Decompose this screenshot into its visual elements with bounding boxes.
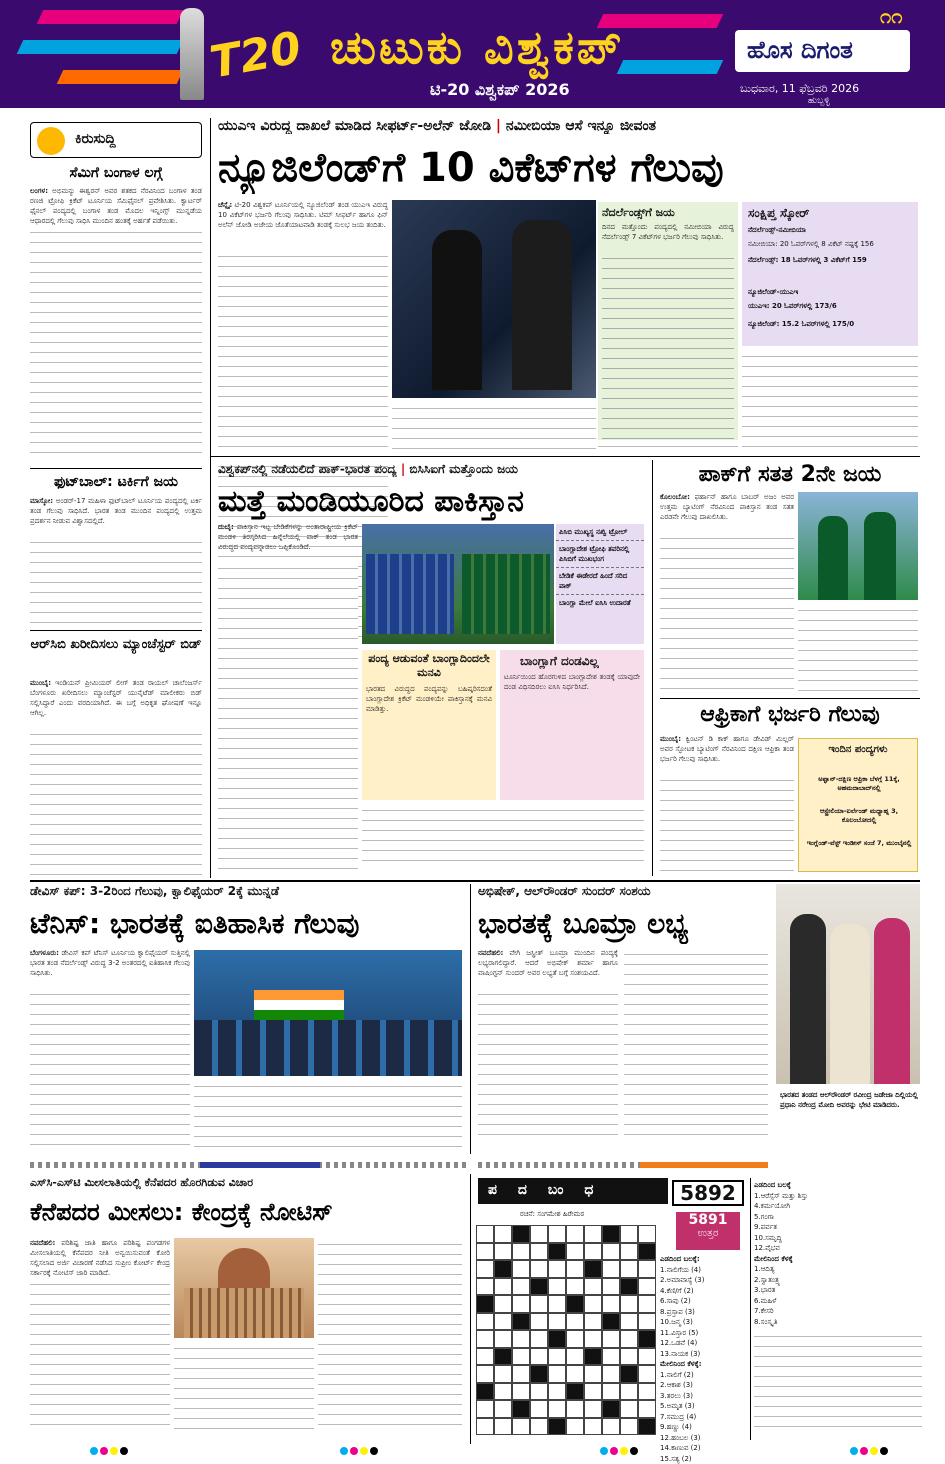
box-headline: ನೆದರ್ಲೆಂಡ್ಸ್‌ಗೆ ಜಯ xyxy=(602,206,675,220)
clue: 12.ಒಡವೆ (4) xyxy=(660,1338,748,1349)
crossword-cell[interactable] xyxy=(602,1365,620,1383)
edition-city: ಹುಬ್ಬಳ್ಳಿ xyxy=(808,96,830,106)
supreme-court-photo xyxy=(174,1238,314,1338)
crossword-cell[interactable] xyxy=(548,1400,566,1418)
clue: 7.ಸಮುದ್ರ (4) xyxy=(660,1412,748,1423)
story-headline: ಪಾಕ್‌ಗೆ ಸತತ 2ನೇ ಜಯ xyxy=(660,460,920,490)
crossword-cell xyxy=(620,1278,638,1296)
crossword-cell xyxy=(512,1313,530,1331)
decor-bar xyxy=(640,1162,768,1168)
bullet-box xyxy=(556,524,644,644)
sidebar-box xyxy=(598,202,738,446)
scorecard-line: ನೆದರ್ಲೆಂಡ್ಸ್-ನಮೀಬಿಯಾ xyxy=(748,226,806,235)
answer: 6.ಮಹಿಳೆ xyxy=(754,1296,922,1307)
decor-stripe xyxy=(17,40,184,54)
crossword-cell[interactable] xyxy=(494,1418,512,1436)
story-body: ಕೊಲಂಬೋ: ಫರ್ಹಾನ್ ಹಾಗೂ ಬಾಬರ್ ಅಜಂ ಅವರ ಉತ್ತಮ ಬ್ಯಾಟಿಂಗ್ ನೆರವಿನಿಂದ ಪಾಕಿಸ್ತಾನ ತಂಡ ಸತತ ಎರಡನೇ ಗೆಲುವು ದಾಖಲಿಸಿತು. xyxy=(660,492,794,532)
story-text-lines xyxy=(30,1278,170,1434)
person-silhouette xyxy=(874,918,910,1084)
photo-caption: ಭಾರತದ ತಂಡದ ಆಲ್‌ರೌಂಡರ್ ರವೀಂದ್ರ ಜಡೇಜಾ ದಿಲ್ಲಿಯಲ್ಲಿ ಪ್ರಧಾನಿ ನರೇಂದ್ರ ಮೋದಿ ಅವರನ್ನು ಭೇಟಿ ಮಾಡಿದರು. xyxy=(780,1090,920,1110)
box-headline: ಪಂದ್ಯ ಆಡುವಂತೆ ಬಾಂಗ್ಲಾದಿಂದಲೇ ಮನವಿ xyxy=(366,652,492,680)
crossword-cell xyxy=(566,1295,584,1313)
crossword-cell[interactable] xyxy=(584,1243,602,1261)
answer-badge xyxy=(676,1212,740,1250)
story-headline: ಟೆನಿಸ್: ಭಾರತಕ್ಕೆ ಐತಿಹಾಸಿಕ ಗೆಲುವು xyxy=(30,904,460,944)
crossword-cell[interactable] xyxy=(566,1225,584,1243)
crossword-cell[interactable] xyxy=(530,1225,548,1243)
answer: 1.ಆರೆಸ್ಸೆಸ್ ಮತ್ತು ಶಿಸ್ತು xyxy=(754,1191,922,1202)
story-body: ನವದೆಹಲಿ: ವೇಗಿ ಜಸ್ಪ್ರೀತ್ ಬೂಮ್ರಾ ಮುಂದಿನ ಪಂದ್ಯಕ್ಕೆ ಲಭ್ಯರಾಗಲಿದ್ದಾರೆ. ಆದರೆ ಅಭಿಷೇಕ್ ಶರ್ಮಾ ಹಾಗೂ ವಾಷಿಂಗ್ಟನ್ ಸುಂದರ್ ಅವರ ಲಭ್ಯತೆ ಬಗ್ಗೆ ಸಂಶಯವಿದೆ. xyxy=(478,948,618,988)
decor-stripe xyxy=(57,70,184,84)
story-text-lines xyxy=(478,988,618,1138)
crossword-cell xyxy=(584,1348,602,1366)
bullet-item: ಬೇಡಿಕೆ ಈಡೇರದೆ ಹಿಂದೆ ಸರಿದ ಪಾಕ್ xyxy=(556,568,644,595)
crossword-cell[interactable] xyxy=(476,1260,494,1278)
bullet-item: ಬಾಂಗ್ಲಾ ಮೇಲೆ ಐಸಿಸಿ ಉದಾರತೆ xyxy=(556,595,644,611)
dome-shape xyxy=(218,1248,270,1288)
team-silhouette xyxy=(366,554,454,634)
player-silhouette xyxy=(512,220,572,390)
crossword-cell[interactable] xyxy=(584,1295,602,1313)
info-box xyxy=(500,650,644,800)
story-text-lines xyxy=(392,402,596,450)
answer: 3.ಭಾರತ xyxy=(754,1285,922,1296)
crossword-cell[interactable] xyxy=(584,1313,602,1331)
crossword-cell[interactable] xyxy=(530,1330,548,1348)
story-text-lines xyxy=(598,440,738,450)
crossword-cell[interactable] xyxy=(530,1383,548,1401)
story-body: ಮುಂಬೈ: ಕ್ವಿಂಟನ್ ಡಿ ಕಾಕ್ ಹಾಗೂ ಡೇವಿಡ್ ಮಿಲ್ಲರ್ ಅವರ ಸ್ಫೋಟಕ ಬ್ಯಾಟಿಂಗ್ ನೆರವಿನಿಂದ ದಕ್ಷಿಣ ಆಫ್ರಿಕಾ ತಂಡ ಭರ್ಜರಿ ಗೆಲುವು ಸಾಧಿಸಿತು. xyxy=(660,734,794,774)
crossword-cell[interactable] xyxy=(530,1260,548,1278)
clue: 12.ಹಂಬಲ (3) xyxy=(660,1433,748,1444)
crossword-cell[interactable] xyxy=(476,1400,494,1418)
clue: 13.ನಾಯಕ (3) xyxy=(660,1349,748,1360)
crossword-cell[interactable] xyxy=(566,1260,584,1278)
brief-headline: ಆರ್‌ಸಿಬಿ ಖರೀದಿಸಲು ಮ್ಯಾಂಚೆಸ್ಟರ್ ಬಿಡ್ xyxy=(30,636,202,654)
crossword-cell[interactable] xyxy=(602,1348,620,1366)
fixtures-box xyxy=(798,738,918,872)
page-number: ೧೧ xyxy=(880,4,902,28)
crossword-cell[interactable] xyxy=(494,1295,512,1313)
scorecard-title: ಸಂಕ್ಷಿಪ್ತ ಸ್ಕೋರ್ xyxy=(748,206,809,221)
decor-stripe xyxy=(617,60,724,74)
story-body: ಬೆಂಗಳೂರು: ಡೇವಿಸ್ ಕಪ್ ಟೆನಿಸ್ ಟೂರ್ನಿಯ ಕ್ವಾಲಿಫೈಯರ್ ಸುತ್ತಿನಲ್ಲಿ ಭಾರತ ತಂಡ ನೆದರ್ಲೆಂಡ್ಸ್ ವಿರುದ್ಧ 3-2 ಅಂತರದಲ್ಲಿ ಐತಿಹಾಸಿಕ ಗೆಲುವು ಸಾಧಿಸಿತು. xyxy=(30,948,190,988)
crossword-cell[interactable] xyxy=(584,1383,602,1401)
clue: 5.ಅಮೃತ (3) xyxy=(660,1401,748,1412)
crossword-cell[interactable] xyxy=(476,1278,494,1296)
column-rule xyxy=(470,884,471,1154)
story-text-lines xyxy=(742,350,918,450)
crossword-cell[interactable] xyxy=(494,1243,512,1261)
story-text-lines xyxy=(798,604,918,692)
crossword-cell[interactable] xyxy=(548,1295,566,1313)
brief-text-lines xyxy=(30,728,202,878)
crossword-cell xyxy=(548,1243,566,1261)
crossword-cell[interactable] xyxy=(602,1278,620,1296)
answer: 12.ವೈಭವ xyxy=(754,1243,922,1254)
scorecard-line: ನ್ಯೂಜಿಲೆಂಡ್: 15.2 ಓವರ್‌ಗಳಲ್ಲಿ 175/0 xyxy=(748,320,854,329)
crossword-cell[interactable] xyxy=(476,1225,494,1243)
person-silhouette xyxy=(830,924,870,1084)
masthead xyxy=(0,0,945,108)
player-silhouette xyxy=(818,516,848,600)
crossword-cell[interactable] xyxy=(638,1348,656,1366)
section-divider xyxy=(30,880,920,882)
crossword-cell[interactable] xyxy=(548,1278,566,1296)
crossword-cell[interactable] xyxy=(512,1365,530,1383)
crossword-cell[interactable] xyxy=(494,1365,512,1383)
crossword-cell[interactable] xyxy=(548,1313,566,1331)
crossword-cell[interactable] xyxy=(530,1295,548,1313)
answer: 1.ಆದಿತ್ಯ xyxy=(754,1264,922,1275)
tennis-team-photo xyxy=(194,950,462,1076)
crossword-cell[interactable] xyxy=(584,1330,602,1348)
hand-icon xyxy=(37,127,65,155)
brief-body: ಲಂಗಳ: ಅಭಿಮನ್ಯು ಈಶ್ವರನ್ ಅವರ ಶತಕದ ನೆರವಿನಿಂದ ಬಂಗಾಳ ತಂಡ ರಣಜಿ ಟ್ರೋಫಿ ಕ್ರಿಕೆಟ್ ಟೂರ್ನಿಯ ಸೆಮಿಫೈನಲ್ ಪ್ರವೇಶಿಸಿತು. ಕ್ವಾರ್ಟರ್ ಫೈನಲ್ ಪಂದ್ಯದಲ್ಲಿ ಬಂಗಾಳ ತಂಡ ಮೊದಲ ಇನ್ನಿಂಗ್ಸ್ ಮುನ್ನಡೆಯ ಆಧಾರದಲ್ಲಿ ಗೆಲುವು ಸಾಧಿಸಿ ಮುಂದಿನ ಹಂತಕ್ಕೆ ಅರ್ಹತೆ ಪಡೆಯಿತು. xyxy=(30,186,202,466)
player-silhouette xyxy=(432,230,482,390)
crossword-cell xyxy=(620,1365,638,1383)
story-body: ದುಬೈ: ಪಾಕಿಸ್ತಾನ ಇಟ್ಟ ಬೇಡಿಕೆಗಳನ್ನು ಅಂತಾರಾಷ್ಟ್ರೀಯ ಕ್ರಿಕೆಟ್ ಮಂಡಳಿ ತಿರಸ್ಕರಿಸಿದ ಹಿನ್ನೆಲೆಯಲ್ಲಿ ಪಾಕ್ ತಂಡ ಭಾರತ ವಿರುದ್ಧದ ಪಂದ್ಯವನ್ನಾಡಲು ಒಪ್ಪಿಕೊಂಡಿದೆ. xyxy=(218,522,358,562)
crossword-cell xyxy=(602,1400,620,1418)
section-subtitle: ಟಿ-20 ವಿಶ್ವಕಪ್ 2026 xyxy=(430,80,570,100)
crossword-cell[interactable] xyxy=(512,1243,530,1261)
crossword-cell[interactable] xyxy=(566,1365,584,1383)
crossword-cell xyxy=(530,1365,548,1383)
clues-across xyxy=(660,1254,748,1464)
crossword-cell xyxy=(530,1278,548,1296)
story-headline: ನ್ಯೂಜಿಲೆಂಡ್‌ಗೆ 10 ವಿಕೆಟ್‌ಗಳ ಗೆಲುವು xyxy=(218,142,918,194)
clue: 14.ಕಾಣುವ (2) xyxy=(660,1443,748,1454)
crossword-cell[interactable] xyxy=(566,1278,584,1296)
bullet-item: ಬಾಂಗ್ಲಾದೇಶ ಟ್ರೋಫಿ ತವರಿನಲ್ಲಿ ಪಿಸಿಬಿಗೆ ಮುಖಭಂಗ xyxy=(556,541,644,568)
crossword-cell[interactable] xyxy=(476,1365,494,1383)
story-text-lines xyxy=(660,532,794,692)
clue: 1.ನಾಲಿಗೆ (2) xyxy=(660,1370,748,1381)
fixtures-title: ಇಂದಿನ ಪಂದ್ಯಗಳು xyxy=(801,743,915,757)
answer: 9.ಪರ್ವತ xyxy=(754,1222,922,1233)
crossword-cell xyxy=(638,1418,656,1436)
puzzle-author: ರಚನೆ: ಸಂಗಮೇಶ ಹಿರೇಮಠ xyxy=(520,1210,584,1219)
crossword-cell[interactable] xyxy=(620,1330,638,1348)
crossword-cell[interactable] xyxy=(584,1278,602,1296)
answers-text-lines xyxy=(754,1330,922,1434)
clue: 2.ಆಕಾಶ (3) xyxy=(660,1380,748,1391)
clue: 6.ಸಾವು (2) xyxy=(660,1296,748,1307)
crossword-cell[interactable] xyxy=(620,1418,638,1436)
brief-headline: ಫುಟ್‌ಬಾಲ್: ಟರ್ಕಿಗೆ ಜಯ xyxy=(30,474,202,490)
crossword-cell[interactable] xyxy=(566,1348,584,1366)
crossword-cell[interactable] xyxy=(638,1313,656,1331)
clue: 8.ಪ್ರಸ್ತಾಪ (3) xyxy=(660,1307,748,1318)
crossword-cell[interactable] xyxy=(530,1348,548,1366)
crossword-grid[interactable] xyxy=(476,1225,656,1435)
crossword-cell[interactable] xyxy=(584,1418,602,1436)
column-rule xyxy=(750,1178,751,1440)
answer: 2.ಸ್ವಾತಂತ್ರ್ಯ xyxy=(754,1275,922,1286)
crossword-cell[interactable] xyxy=(512,1260,530,1278)
clue: 4.ಕೆಣಿ/ಗೆ (2) xyxy=(660,1286,748,1297)
answer: 8.ಸಂಸ್ಕೃತಿ xyxy=(754,1317,922,1328)
section-title: ಚುಟುಕು ವಿಶ್ವಕಪ್ xyxy=(330,20,624,76)
box-headline: ಬಾಂಗ್ಲಾಗೆ ದಂಡವಿಲ್ಲ xyxy=(520,654,599,669)
registration-marks xyxy=(90,1440,130,1459)
crossword-cell[interactable] xyxy=(548,1260,566,1278)
crossword-cell[interactable] xyxy=(494,1330,512,1348)
crossword-cell[interactable] xyxy=(620,1243,638,1261)
crossword-cell[interactable] xyxy=(602,1260,620,1278)
crossword-cell[interactable] xyxy=(602,1243,620,1261)
crossword-cell[interactable] xyxy=(512,1278,530,1296)
column-rule xyxy=(470,1174,471,1444)
divider xyxy=(30,630,202,631)
clue: 10.ಜನ್ಮ (3) xyxy=(660,1317,748,1328)
answers-list xyxy=(754,1180,922,1327)
story-kicker: ವಿಶ್ವಕಪ್‌ನಲ್ಲಿ ನಡೆಯಲಿದೆ ಪಾಕ್-ಭಾರತ ಪಂದ್ಯ | ಬಿಸಿಸಿಐಗೆ ಮತ್ತೊಂದು ಜಯ xyxy=(218,462,648,477)
team-lineup-photo xyxy=(362,524,554,644)
crossword-cell[interactable] xyxy=(476,1348,494,1366)
crossword-cell[interactable] xyxy=(548,1365,566,1383)
registration-marks xyxy=(600,1440,640,1459)
issue-date: ಬುಧವಾರ, 11 ಫೆಬ್ರವರಿ 2026 xyxy=(740,82,859,96)
story-kicker: ಎಸ್‌ಸಿ-ಎಸ್‌ಟಿ ಮೀಸಲಾತಿಯಲ್ಲಿ ಕೆನೆಪದರ ಹೊರಗಿಡುವ ವಿಚಾರ xyxy=(30,1176,460,1190)
crossword-cell[interactable] xyxy=(476,1330,494,1348)
box-text-lines xyxy=(602,252,734,440)
crossword-cell[interactable] xyxy=(620,1313,638,1331)
crossword-cell xyxy=(584,1260,602,1278)
answer-label: ಉತ್ತರ xyxy=(676,1228,740,1239)
answers-heading: ಎಡದಿಂದ ಬಲಕ್ಕೆ xyxy=(754,1180,922,1191)
story-headline: ಮತ್ತೆ ಮಂಡಿಯೂರಿದ ಪಾಕಿಸ್ತಾನ xyxy=(218,482,648,522)
crossword-cell[interactable] xyxy=(620,1400,638,1418)
decor-stripe xyxy=(37,10,184,24)
crossword-cell xyxy=(476,1383,494,1401)
registration-marks xyxy=(850,1440,890,1459)
team-silhouette xyxy=(194,1020,462,1076)
info-box xyxy=(362,650,496,800)
crossword-cell[interactable] xyxy=(548,1225,566,1243)
fixture-item: ಇಂಗ್ಲೆಂಡ್-ವೆಸ್ಟ್ ಇಂಡೀಸ್ ಸಂಜೆ 7, ಮುಂಬೈನಲ್ಲಿ xyxy=(803,839,915,848)
crossword-cell[interactable] xyxy=(584,1365,602,1383)
crossword-cell xyxy=(566,1383,584,1401)
crossword-cell[interactable] xyxy=(494,1225,512,1243)
crossword-cell xyxy=(602,1225,620,1243)
story-headline: ಆಫ್ರಿಕಾಗೆ ಭರ್ಜರಿ ಗೆಲುವು xyxy=(660,700,920,730)
crossword-cell[interactable] xyxy=(512,1330,530,1348)
brief-body: ಮಾಸ್ಕೋ: ಅಂಡರ್-17 ಮಹಿಳಾ ಫುಟ್‌ಬಾಲ್ ಟೂರ್ನಿಯ ಪಂದ್ಯದಲ್ಲಿ ಟರ್ಕಿ ತಂಡ ಗೆಲುವು ಸಾಧಿಸಿದೆ. ಭಾರತ ತಂಡ ಮುಂದಿನ ಪಂದ್ಯದಲ್ಲಿ ಉತ್ತಮ ಪ್ರದರ್ಶನ ನೀಡುವ ವಿಶ್ವಾಸದಲ್ಲಿದೆ. xyxy=(30,496,202,536)
story-text-lines xyxy=(318,1238,462,1434)
sidebar-label: ಕಿರುಸುದ್ದಿ xyxy=(75,131,116,147)
scorecard-line: ನ್ಯೂಜಿಲೆಂಡ್-ಯುಎಇ xyxy=(748,288,798,297)
story-text-lines xyxy=(362,804,644,870)
crossword-cell[interactable] xyxy=(620,1348,638,1366)
crossword-cell[interactable] xyxy=(566,1313,584,1331)
divider xyxy=(660,698,920,699)
crossword-cell[interactable] xyxy=(512,1348,530,1366)
crossword-cell[interactable] xyxy=(620,1260,638,1278)
story-body: ನವದೆಹಲಿ: ಪರಿಶಿಷ್ಟ ಜಾತಿ ಹಾಗೂ ಪರಿಶಿಷ್ಟ ಪಂಗಡಗಳ ಮೀಸಲಾತಿಯಲ್ಲಿ ಕೆನೆಪದರ ನೀತಿ ಅನ್ವಯಿಸುವಂತೆ ಕೋರಿ ಸಲ್ಲಿಸಲಾದ ಅರ್ಜಿ ವಿಚಾರಣೆ ನಡೆಸಿದ ಸುಪ್ರೀಂ ಕೋರ್ಟ್ ಕೇಂದ್ರ ಸರ್ಕಾರಕ್ಕೆ ನೋಟಿಸ್ ಜಾರಿ ಮಾಡಿದೆ. xyxy=(30,1238,170,1278)
divider xyxy=(210,456,920,457)
clue: 11.ವಿಸ್ತಾರ (5) xyxy=(660,1328,748,1339)
crossword-cell[interactable] xyxy=(602,1383,620,1401)
crossword-cell[interactable] xyxy=(638,1225,656,1243)
column-rule xyxy=(652,460,653,876)
crossword-cell[interactable] xyxy=(638,1278,656,1296)
crossword-cell[interactable] xyxy=(638,1260,656,1278)
answers-heading: ಮೇಲಿನಿಂದ ಕೆಳಕ್ಕೆ xyxy=(754,1254,922,1265)
pakistan-players-photo xyxy=(798,492,918,600)
crossword-cell xyxy=(494,1348,512,1366)
decor-bar xyxy=(200,1162,320,1168)
story-headline: ಕೆನೆಪದರ ಮೀಸಲು: ಕೇಂದ್ರಕ್ಕೆ ನೋಟಿಸ್ xyxy=(30,1194,460,1230)
story-text-lines xyxy=(624,948,768,1138)
clues-heading: ಮೇಲಿನಿಂದ ಕೆಳಕ್ಕೆ: xyxy=(660,1359,748,1370)
answer: 5.ಗಂಗಾ xyxy=(754,1212,922,1223)
fixture-item: ಆಸ್ಟ್ರೇಲಿಯಾ-ಐರ್ಲೆಂಡ್ ಮಧ್ಯಾಹ್ನ 3, ಕೊಲಂಬೋದಲ್ಲಿ xyxy=(803,807,915,825)
crossword-cell[interactable] xyxy=(530,1243,548,1261)
team-silhouette xyxy=(462,554,550,634)
crossword-cell[interactable] xyxy=(548,1348,566,1366)
crossword-cell xyxy=(602,1313,620,1331)
scorecard-line: ಯುಎಇ: 20 ಓವರ್‌ಗಳಲ್ಲಿ 173/6 xyxy=(748,302,837,311)
brief-text-lines xyxy=(30,226,202,462)
crossword-cell[interactable] xyxy=(494,1383,512,1401)
puzzle-title: ಪ ದ ಬಂ ಧ xyxy=(478,1178,668,1204)
scorecard-line: ನಮೀಬಿಯಾ: 20 ಓವರ್‌ಗಳಲ್ಲಿ 8 ವಿಕೆಟ್ ನಷ್ಟಕ್ಕೆ 156 xyxy=(748,240,874,249)
column-rule xyxy=(210,118,211,878)
crossword-cell[interactable] xyxy=(584,1400,602,1418)
story-kicker: ಯುಎಇ ವಿರುದ್ಧ ದಾಖಲೆ ಮಾಡಿದ ಸೀಫರ್ಟ್-ಅಲೆನ್ ಜೋಡಿ | ನಮೀಬಿಯಾ ಆಸೆ ಇನ್ನೂ ಜೀವಂತ xyxy=(218,118,918,134)
crossword-cell xyxy=(638,1330,656,1348)
t20-logo: T20 xyxy=(206,22,305,88)
crossword-cell[interactable] xyxy=(476,1243,494,1261)
puzzle-number: 5892 xyxy=(672,1180,744,1206)
crossword-cell xyxy=(476,1295,494,1313)
answer: 4.ಕರ್ಮಯೋಗಿ xyxy=(754,1201,922,1212)
crossword-cell[interactable] xyxy=(530,1313,548,1331)
crossword-cell[interactable] xyxy=(620,1295,638,1313)
crossword-cell xyxy=(512,1400,530,1418)
crossword-cell[interactable] xyxy=(476,1418,494,1436)
india-flag xyxy=(254,990,344,1020)
crossword-cell[interactable] xyxy=(566,1418,584,1436)
crossword-cell[interactable] xyxy=(494,1313,512,1331)
crossword-cell[interactable] xyxy=(638,1400,656,1418)
crossword-cell[interactable] xyxy=(494,1400,512,1418)
story-text-lines xyxy=(660,774,794,874)
crossword-cell[interactable] xyxy=(602,1330,620,1348)
scorecard-line: ನೆದರ್ಲೆಂಡ್ಸ್: 18 ಓವರ್‌ಗಳಲ್ಲಿ 3 ವಿಕೆಟ್‌ಗೆ 159 xyxy=(748,256,867,265)
crossword-cell xyxy=(548,1418,566,1436)
crossword-cell[interactable] xyxy=(566,1400,584,1418)
sidebar-label-box xyxy=(30,122,202,158)
building-columns xyxy=(184,1288,304,1338)
clue: 2.ಅಮಾವಾಸ್ಯೆ (3) xyxy=(660,1275,748,1286)
answer-number: 5891 xyxy=(676,1212,740,1228)
crossword-cell xyxy=(494,1260,512,1278)
newspaper-logo: ಹೊಸ ದಿಗಂತ xyxy=(735,30,910,72)
clue: 3.ತರಲು (3) xyxy=(660,1391,748,1402)
box-body: ಭಾರತದ ವಿರುದ್ಧದ ಪಂದ್ಯವನ್ನು ಬಹಿಷ್ಕರಿಸದಂತೆ ಬಾಂಗ್ಲಾದೇಶ ಕ್ರಿಕೆಟ್ ಮಂಡಳಿಯೇ ಪಾಕಿಸ್ತಾನಕ್ಕೆ ಮನವಿ ಮಾಡಿತ್ತು. xyxy=(366,684,492,796)
clue: 9.ಹಣ್ಣು (4) xyxy=(660,1422,748,1433)
clue: 15.ಸತ್ಯ (2) xyxy=(660,1454,748,1464)
story-kicker: ಡೇವಿಸ್ ಕಪ್: 3-2ರಿಂದ ಗೆಲುವು, ಕ್ವಾಲಿಫೈಯರ್ 2ಕ್ಕೆ ಮುನ್ನಡೆ xyxy=(30,884,460,899)
story-headline: ಭಾರತಕ್ಕೆ ಬೂಮ್ರಾ ಲಭ್ಯ xyxy=(478,904,768,944)
crossword-cell[interactable] xyxy=(638,1295,656,1313)
cricket-photo xyxy=(392,200,596,398)
brief-text-lines xyxy=(30,536,202,626)
box-body: ಟೂರ್ನಿಯಿಂದ ಹೊರಗುಳಿದ ಬಾಂಗ್ಲಾದೇಶ ತಂಡಕ್ಕೆ ಯಾವುದೇ ದಂಡ ವಿಧಿಸದಿರಲು ಐಸಿಸಿ ನಿರ್ಧರಿಸಿದೆ. xyxy=(504,672,640,796)
crossword-cell xyxy=(512,1225,530,1243)
crossword-cell[interactable] xyxy=(512,1383,530,1401)
crossword-cell[interactable] xyxy=(548,1383,566,1401)
story-text-lines xyxy=(194,1080,462,1150)
story-text-lines xyxy=(218,562,358,870)
brief-body: ಮುಂಬೈ: ಇಂಡಿಯನ್ ಪ್ರೀಮಿಯರ್ ಲೀಗ್ ತಂಡ ರಾಯಲ್ ಚಾಲೆಂಜರ್ಸ್ ಬೆಂಗಳೂರು ಖರೀದಿಸಲು ಮ್ಯಾಂಚೆಸ್ಟರ್ ಯುನೈಟೆಡ್ ಮಾಲೀಕರು ಬಿಡ್ ಸಲ್ಲಿಸಿದ್ದಾರೆ ಎಂದು ವರದಿಯಾಗಿದೆ. ಈ ಬಗ್ಗೆ ಅಧಿಕೃತ ಘೋಷಣೆ ಇನ್ನೂ ಆಗಿಲ್ಲ. xyxy=(30,678,202,728)
crossword-cell[interactable] xyxy=(566,1330,584,1348)
jadeja-modi-photo xyxy=(776,884,920,1084)
scorecard-box xyxy=(742,202,918,346)
clue: 1.ನಾಲಿಗೆಯ (4) xyxy=(660,1265,748,1276)
crossword-cell[interactable] xyxy=(512,1295,530,1313)
fixture-item: ಅಫ್ಘಾನ್-ದಕ್ಷಿಣ ಆಫ್ರಿಕಾ ಬೆಳಗ್ಗೆ 11ಕ್ಕೆ, ಅಹಮದಾಬಾದ್‌ನಲ್ಲಿ xyxy=(803,775,915,793)
brief-headline: ಸೆಮಿಗೆ ಬಂಗಾಳ ಲಗ್ಗೆ xyxy=(30,165,202,181)
divider xyxy=(30,468,202,469)
answer: 10.ಸಮೃದ್ಧಿ xyxy=(754,1233,922,1244)
crossword-cell xyxy=(638,1243,656,1261)
crossword-cell[interactable] xyxy=(566,1243,584,1261)
crossword-cell[interactable] xyxy=(584,1225,602,1243)
crossword-cell[interactable] xyxy=(620,1225,638,1243)
answer: 7.ಕೇಸರಿ xyxy=(754,1306,922,1317)
trophy-icon xyxy=(180,8,204,100)
bullet-item: ಪಿಸಿಬಿ ಮುಖ್ಯಸ್ಥ ನಖ್ವಿ ಟ್ರೋಲ್ xyxy=(556,524,644,541)
crossword-cell[interactable] xyxy=(638,1383,656,1401)
crossword-cell[interactable] xyxy=(530,1400,548,1418)
crossword-cell xyxy=(548,1330,566,1348)
crossword-cell[interactable] xyxy=(602,1295,620,1313)
crossword-cell[interactable] xyxy=(602,1418,620,1436)
player-silhouette xyxy=(864,512,896,600)
crossword-cell[interactable] xyxy=(530,1418,548,1436)
crossword-cell[interactable] xyxy=(476,1313,494,1331)
crossword-cell[interactable] xyxy=(620,1383,638,1401)
person-silhouette xyxy=(790,914,826,1084)
story-body: ಚೆನ್ನೈ: ಟಿ-20 ವಿಶ್ವಕಪ್ ಟೂರ್ನಿಯಲ್ಲಿ ನ್ಯೂಜಿಲೆಂಡ್ ತಂಡ ಯುಎಇ ವಿರುದ್ಧ 10 ವಿಕೆಟ್‌ಗಳ ಭರ್ಜರಿ ಗೆಲುವು ಸಾಧಿಸಿತು. ಟಿಮ್ ಸೀಫರ್ಟ್ ಹಾಗೂ ಫಿನ್ ಅಲೆನ್ ಜೋಡಿ ಅಜೇಯ ಜೊತೆಯಾಟವಾಡಿ ತಂಡಕ್ಕೆ ಸುಲಭ ಜಯ ತಂದಿತು. xyxy=(218,200,388,250)
registration-marks xyxy=(340,1440,380,1459)
crossword-cell[interactable] xyxy=(638,1365,656,1383)
box-body: ದಿನದ ಮತ್ತೊಂದು ಪಂದ್ಯದಲ್ಲಿ ನಮೀಬಿಯಾ ವಿರುದ್ಧ ನೆದರ್ಲೆಂಡ್ಸ್ 7 ವಿಕೆಟ್‌ಗಳ ಭರ್ಜರಿ ಗೆಲುವು ಸಾಧಿಸಿತು. xyxy=(602,222,734,252)
story-kicker: ಅಭಿಷೇಕ್, ಆಲ್‌ರೌಂಡರ್ ಸುಂದರ್ ಸಂಶಯ xyxy=(478,884,768,899)
story-text-lines xyxy=(30,988,190,1148)
crossword-cell[interactable] xyxy=(512,1418,530,1436)
crossword-cell[interactable] xyxy=(494,1278,512,1296)
story-text-lines xyxy=(174,1342,314,1434)
clues-heading: ಎಡದಿಂದ ಬಲಕ್ಕೆ: xyxy=(660,1254,748,1265)
